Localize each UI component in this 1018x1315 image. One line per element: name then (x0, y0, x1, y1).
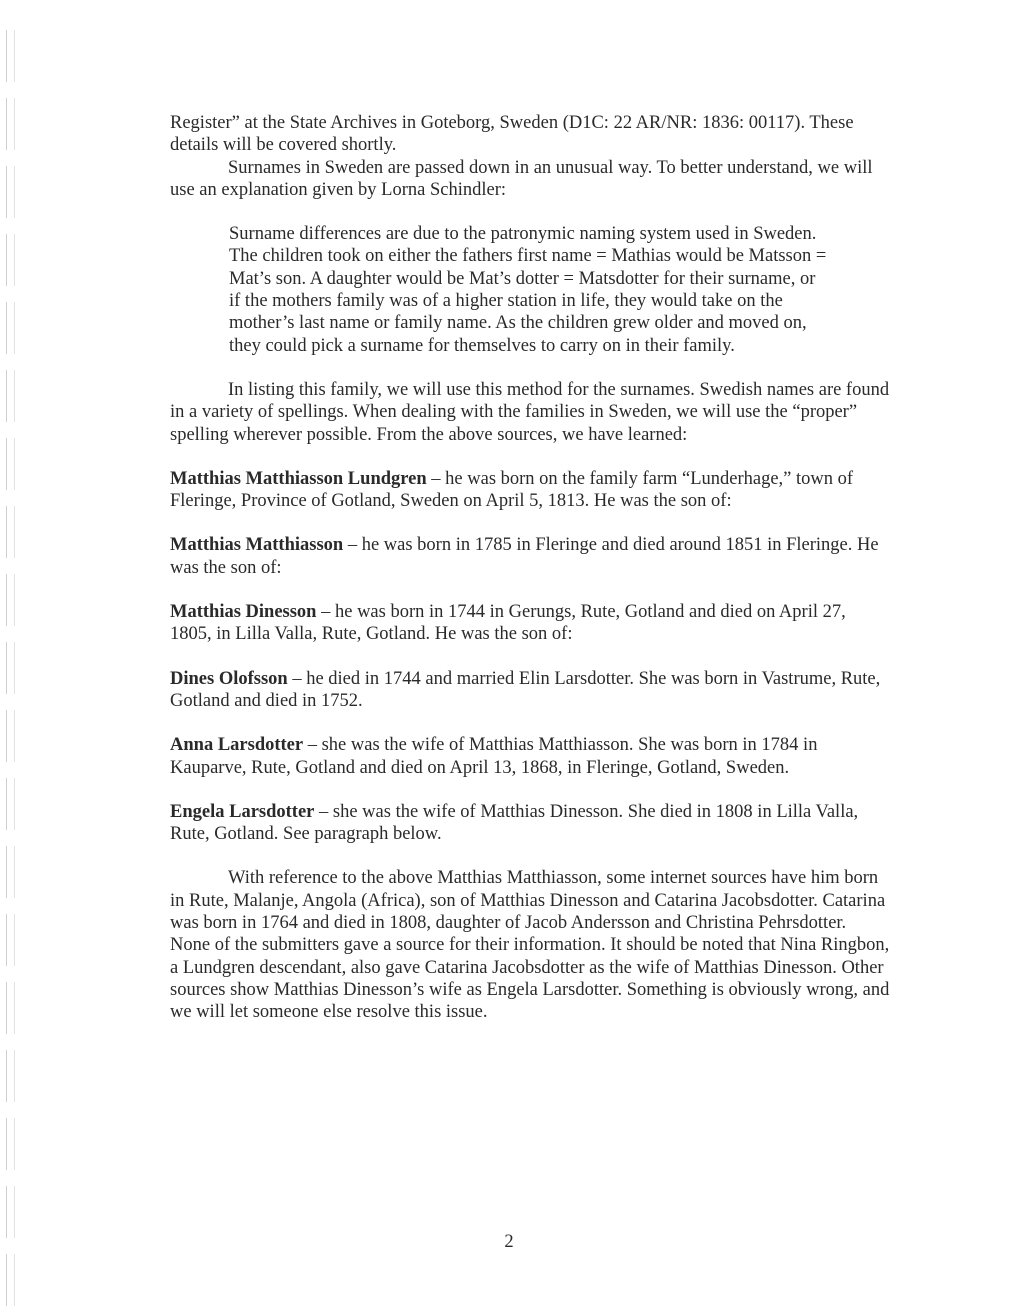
paragraph-listing-method: In listing this family, we will use this method for the surnames. Swedish names are found in a variety of spellings. When dealing with the families in Sweden, we will use the “proper” spelling wherever possible. From the above sources, we have learned: (170, 379, 890, 445)
document-body (170, 112, 890, 1024)
person-name: Anna Larsdotter (170, 735, 304, 756)
person-details: – she was the wife of Matthias Dinesson. She died in 1808 in Lilla Valla, Rute, Gotland. See paragraph below. (170, 801, 859, 845)
binding-hole (6, 1050, 15, 1102)
genealogy-entry (170, 801, 890, 846)
person-details: – he was born in 1785 in Fleringe and died around 1851 in Fleringe. He was the son of: (170, 535, 879, 578)
binding-hole (6, 1118, 15, 1170)
person-details: – she was the wife of Matthias Matthiasson. She was born in 1784 in Kauparve, Rute, Gotland and died on April 13, 1868, in Fleringe, Gotland, Sweden. (170, 735, 818, 778)
genealogy-entry (170, 668, 890, 713)
binding-hole (6, 234, 15, 286)
person-details: – he was born on the family farm “Lunderhage,” town of Fleringe, Province of Gotland, Sweden on April 5, 1813. He was the son of: (170, 468, 854, 512)
genealogy-entry (170, 534, 890, 579)
binding-hole (6, 166, 15, 218)
genealogy-entry (170, 734, 890, 779)
binding-hole (6, 1254, 15, 1306)
paragraph-internet-sources: With reference to the above Matthias Matthiasson, some internet sources have him born in Rute, Malanje, Angola (Africa), son of Matthias Dinesson and Catarina Jacobsdotter. Catarina was born in 1764 and died in 1808, daughter of Jacob Andersson and Christina Pehrsdotter. None of the submitters gave a source for their information. It should be noted that Nina Ringbon, a Lundgren descendant, also gave Catarina Jacobsdotter as the wife of Matthias Dinesson. Other sources show Matthias Dinesson’s wife as Engela Larsdotter. Something is obviously wrong, and we will let someone else resolve this issue. (170, 868, 890, 1023)
binding-hole (6, 30, 15, 82)
binding-hole (6, 370, 15, 422)
binding-hole (6, 846, 15, 898)
binding-hole (6, 710, 15, 762)
binding-hole (6, 778, 15, 830)
paragraph-register-continuation: Register” at the State Archives in Goteborg, Sweden (D1C: 22 AR/NR: 1836: 00117). These details will be covered shortly. (170, 113, 854, 156)
paragraph-surnames-intro: Surnames in Sweden are passed down in an unusual way. To better understand, we will use an explanation given by Lorna Schindler: (170, 157, 873, 200)
binding-hole (6, 574, 15, 626)
page-number: 2 (504, 1232, 514, 1252)
binding-hole (6, 438, 15, 490)
binding-hole (6, 1186, 15, 1238)
person-details: – he died in 1744 and married Elin Larsdotter. She was born in Vastrume, Rute, Gotland and died in 1752. (170, 668, 881, 711)
binding-hole (6, 302, 15, 354)
binding-hole (6, 914, 15, 966)
person-name: Matthias Matthiasson Lundgren (170, 468, 427, 489)
binding-hole (6, 98, 15, 150)
genealogy-entry (170, 468, 890, 513)
person-name: Matthias Dinesson (170, 602, 317, 623)
binding-hole (6, 982, 15, 1034)
person-name: Engela Larsdotter (170, 801, 315, 822)
binding-hole (6, 506, 15, 558)
person-name: Dines Olofsson (170, 668, 288, 689)
binding-hole (6, 642, 15, 694)
block-quote-schindler: Surname differences are due to the patronymic naming system used in Sweden. The children took on either the fathers first name = Mathias would be Matsson = Mat’s son. A daughter would be Mat’s dotter = Matsdotter for their surname, or if the mothers family was of a higher station in life, they would take on the mother’s last name or family name. As the children grew older and moved on, they could pick a surname for themselves to carry on in their family. (229, 224, 827, 356)
person-details: – he was born in 1744 in Gerungs, Rute, Gotland and died on April 27, 1805, in Lilla Valla, Rute, Gotland. He was the son of: (170, 602, 846, 645)
person-name: Matthias Matthiasson (170, 535, 344, 556)
binding-holes (4, 0, 18, 1315)
genealogy-entry (170, 601, 890, 646)
